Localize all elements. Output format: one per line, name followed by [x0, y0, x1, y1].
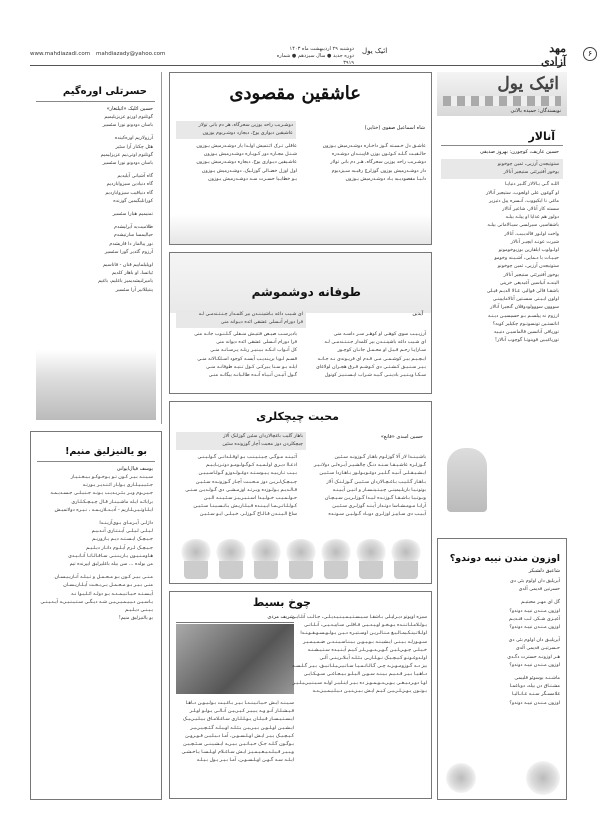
text-line: گـوزلـره عاشـیـقـا سـنـه دنـگ چالشـیـر آیـره‌لـی دولانـیـر	[313, 463, 426, 469]
text-line: غلامسـگر سـنـه غـانـالیـا	[511, 692, 560, 698]
text-line: اززوم نه پیلسـم بـو حسیسیـن دیـنـه	[487, 313, 559, 319]
text-line: نور پیالمار دا قاریشدم	[109, 241, 153, 247]
text-line: جـیـچـک ایـسـتـه دیـم یـازوریـم	[92, 537, 153, 543]
newspaper-logo: مهد آزادی	[541, 42, 566, 68]
text-line: گـول آتیـدن آنـیـاه آنـده طالـبانـه بیگانـه منـی	[208, 373, 297, 379]
text-line: کل آنـواب انـکـه بـیـنیـر ربلـه پـرسـانـه منـی	[210, 348, 297, 354]
article-text-column	[291, 614, 427, 696]
text-line: یـولـلامـلـاتـنـده یـوـخـو اوـیـدـیـی قـافلـی سـاییـدـیـی، آنـلـاتـی	[303, 623, 427, 629]
article-tufan	[169, 252, 432, 394]
stanza	[39, 474, 153, 515]
article-title: محبت چیچکلری	[256, 410, 339, 423]
article-author: یوسف فیال‌ایوانی	[116, 466, 153, 472]
text-line: باسان دودونو نورا سئسیر	[102, 123, 153, 129]
text-line: پنتیللانیر آرا سئسیر	[115, 287, 153, 293]
stanza	[444, 675, 560, 708]
text-line: گاه دنیادین سیزواباردیم	[106, 182, 153, 188]
text-line: سـیـنـه ایـش حـیـاتـیـنـدـا بـیـر بـاغـیـت بـولـیـوـن دـاهـا	[185, 701, 294, 706]
text-line: سیزه اوپوتو دیـرلیـلی بـاشقـا سـیـسـتـیـمـیـنـیـدیـلـی، جـالـب آنلـایـی	[291, 615, 427, 620]
text-line: گاه دنیاقیب سیزواباردیم	[105, 190, 153, 196]
text-line: دوشـربب راحد یوزین سحرگاه، هـر دم بانی تولار	[330, 160, 426, 166]
stanza	[38, 135, 153, 168]
stanza	[38, 114, 153, 130]
poem-lines	[437, 181, 567, 345]
text-line: باشقاسیر، سیرلسی سیـالاماتی بیلـه	[487, 223, 559, 229]
article-bu-yalnizliq	[30, 431, 162, 800]
text-line: بو یالنیزلیق منیم!	[118, 616, 153, 622]
text-line: آئـیـنـد مـوگـی چـیـتـیـنـب بـو اوقـلـدانـی گـولـیـنـی	[197, 455, 297, 460]
text-line: چـیـچـک‌لـریـن دوز مـحـبـت آچـار گـوزونـده سـئـیـن	[195, 479, 297, 485]
text-line: او گوغون علی اولجوب، ستیجیر آنالار	[485, 190, 559, 196]
text-line: جـیـچـک لـرم آیـلـوم داتـار دیـلـیـم	[85, 545, 153, 551]
text-line: یـیـنـی دیـلـیـم	[125, 608, 153, 614]
text-column	[305, 331, 426, 380]
text-line: اوزون مـنـدن نییـه دوندو؟	[509, 662, 560, 668]
text-line: حالـقبـت گـلـه کـوئـون یوزن قاپیـنـدان دوشـدره	[331, 152, 426, 158]
text-line: ماغی نا ایکیووب، آنـسره پیل دتیزیر	[488, 198, 559, 204]
text-line: منـی بـیـر بـو مـحـمـل بـی‌بـخـت آیـلـاریـسـان	[63, 583, 153, 589]
text-line: اذعـاا دیـری اولـمـیـه کـوگـولـومـو دوتـریـایـیـم	[206, 463, 297, 469]
text-line: فرا دورام آنـسلی عشقی ائده دیوانه منی	[216, 340, 297, 346]
article-author: حسین عاریف، کوچورن: بهروز صدیقی	[480, 149, 559, 155]
text-line: قـیـشـلـار آنـو وـه یـیـیـر کـیـرـیـن آنـالـی یـولـو اوـلـر	[189, 709, 294, 715]
highlight-line: یوخور آفتیرئتی ستیجیر آنالار	[503, 170, 559, 176]
text-line: اولـدوغـونـو کـیـچـیـک نـوـلـارـی بـئـلـه آیـلاـریـنـی آلـی	[319, 656, 427, 662]
intro-line: باهار گلیب باغچالاردان سئین گوزلنک آلاز	[223, 434, 303, 439]
text-line: وـبـیـر قـیـلـدـیـغـیـمـیـز ایـش سـاغـلام اوـلـسـا یـاخـشـی	[181, 750, 294, 756]
text-line: ساغ الـیـنـدن قـالـاخ گـوزلـر، خـیـلـی ایـو سـئـیـن	[199, 512, 297, 518]
text-line: حسرتین قدیمی آلدی	[518, 587, 560, 593]
text-line: داژلـی آیـرمـای بـوی‌آزیـنـدا	[99, 521, 153, 527]
text-line: اوزون مـنـدن نییـه دوندو؟	[509, 608, 560, 614]
text-line: یوخور آفتیرئتی ستیجیر آنالار	[503, 272, 559, 278]
text-line: اول اوزل خضـالی گوزلـیک، دوشـدرمیش یـوزون	[201, 168, 297, 174]
text-line: آیـیـب دی سـاییـز اوزلـری دوبـاد گـولـیـن سـونـده	[328, 512, 426, 518]
text-line: ایـشـیـن اوـلـوـن بـیـرـیـن بـئـلـه اوـیـلـه گـئـچـیـرـیـر	[190, 725, 294, 731]
date-line: دوشنبه ۲۹ اردیبهشت ماه ۱۴۰۳	[289, 46, 354, 52]
flowers-image	[170, 214, 431, 244]
article-author: شریف مردی	[176, 614, 294, 623]
text-line: گوتلنوم اوتی‌نیم عزیزلیمیم	[100, 152, 153, 158]
article-ashiqin	[169, 72, 432, 245]
text-line: باشقـا قالی قوالیر، غـالا الدیـم قیـلی	[486, 289, 559, 295]
text-line: هـاومـنـیـون یـاریـنـنـی سـاقـالـاتـا آتـانـیـدی	[68, 553, 153, 559]
text-line: سـیـنـه بـیـر کـون تـو یـوخـوکـو بـیـخـتـیـار	[70, 475, 153, 480]
text-line: سسته کار آنالار، شاعیر آنالار	[502, 207, 559, 213]
text-line: آرزولاریم اوره‌کینده	[114, 136, 153, 142]
text-line: مـنـی بـیـر کـون بـو مـحـمـل و تـیـلـه آنـاریـیـسـان	[54, 575, 153, 581]
stanza	[444, 637, 560, 670]
stanza	[39, 520, 153, 569]
text-line: یامیرلنیشدیمیز باغلیم، باغیم	[98, 279, 153, 285]
text-line: ایلـه بـو سـنا یـیرکـی کـول تـنیـه طوفانـه منـی	[205, 364, 297, 370]
article-title: طوفانه دوشموشم	[251, 285, 361, 299]
text-line: من بولده ... سن بیله باغلیرلیق ایپرنده تیم	[69, 562, 153, 568]
article-chukh-basit	[169, 591, 432, 799]
email-address[interactable]: mahdiazady@yahoo.com	[96, 51, 166, 57]
text-line: کـولـلـاتـرـمـا ایـیـنـده قـیـلـاریـش بـاتـسـیـنـا سـئـیـن	[193, 504, 297, 510]
text-line: ماشـنـه بوسوئو قلبیمی	[514, 676, 560, 682]
text-line: دـاهـیـا بـیـر قـدـیـم بـیـنـه سـوـن الـیـلـو بـیـجـاغـی سـوـکـایـی	[303, 672, 427, 678]
text-line: ایـچـیـم بیـر کوشـمـی مـی قـدم ای فریـوندی نـه جـانـه	[317, 356, 426, 362]
text-column	[305, 454, 426, 520]
text-line: کـیـچـیـک بـیـر ایـش اوـلـسـوـن، آمـا دـیـلـیـن قـوـروـن	[185, 733, 294, 739]
text-column	[176, 454, 297, 520]
text-line: حیالیمسا سارتیشدم	[113, 233, 153, 239]
text-line: تمنیمیم هبارا سئسیر	[112, 212, 153, 218]
text-line: مشـتـاق دن بیله، دوباغمـا	[509, 684, 560, 690]
flower-decoration	[526, 761, 560, 795]
text-line: ئیاتسا، او باهار کلدیم	[111, 271, 153, 277]
text-line: یـو خطایـیا حسـرت سـه دوشـدرمیش یـوزون	[208, 176, 297, 182]
text-line: دار دوشـدرمیش یوزون گوزلرچ رقیـبه سـیزدیوم	[331, 168, 426, 174]
intro-line: ای شـبب داغه بـاشینـنـدن بیر کلمـدار چـنـتـندمـی لـه	[198, 312, 303, 317]
article-analar	[437, 120, 567, 530]
article-title: اوزون مندن نییه دوندو؟	[449, 553, 560, 564]
intro-box	[176, 310, 306, 328]
roses-image	[170, 253, 431, 313]
poem-stanzas	[30, 114, 161, 295]
text-line: برابائـه ایـله ماشـیـنـار قـال چـیـچـکـلـاری	[71, 499, 153, 505]
text-line: لـیـلـی لـیـلـی آیـنـتـاری آنـدـیـم	[91, 529, 153, 535]
text-line: حیـیـات با دـمایی، آشـیـنه وخومو	[494, 256, 559, 262]
flower-decoration	[446, 763, 476, 793]
text-line: بیز دـه گـوزومـوـزـه چـی گـالـاتـمـیـا سـاتـیـرـیـلـاتـیـق، بـیـر گـلـسـه	[292, 664, 427, 670]
text-line: حـسرتیـن قدیمی آلدی	[515, 646, 560, 652]
text-line: قسـم لـوبا بریـندیـب آیسـه کوجود اسـلکـالانه منـی	[197, 356, 297, 362]
text-line: جـئـیـیـپـلـاری یـولـار ائـتـدیـر یـورتـه	[82, 483, 153, 489]
article-hasratli	[30, 72, 162, 424]
text-line: اولـولوب ایلقارین بوزیوخومونو	[498, 248, 559, 254]
poem-stanzas	[31, 474, 161, 623]
stanza	[39, 574, 153, 623]
text-line: آیریلیق دان اولوم بئی دی	[509, 579, 560, 584]
highlight-box	[441, 159, 563, 179]
text-line: بوتونـیـا باریلـیمینـی چـیـتـینـسـار و اتـیـن آیـیـنـه	[332, 487, 426, 493]
text-line: جـیـرـوم ویـر بـئـریـدیـب یـونـه جـنـیـلـی جـسـدیـمـه	[50, 491, 153, 497]
text-line: آرزیـیـب سوی کوهـی او کوهـر سـر داسـه منی	[333, 332, 426, 337]
text-line: بادیرسـب صیـص فتنیـش منـفلی گـلـنـوب جانـه منی	[194, 332, 297, 337]
text-line: اولون ایـیـتی سسـتین آتالاماییینـی	[492, 297, 559, 303]
text-column	[176, 143, 297, 184]
text-line: یـاسـیـن دـیـیـمـیـرـیـن شـه دیـگـی سـتـیـنـیـرـه آیـدـیـنـی	[40, 599, 153, 605]
text-line: گاه آشیانی آیلیدیم	[117, 174, 153, 180]
text-line: تورپاغیـین قوینوتـا گوچوب آنالار!	[494, 338, 559, 344]
text-line: ای شـیب داغه باشینـنـدن بیر کلمدار جـنـتـندمـی لـه	[324, 340, 426, 346]
highlight-line: ستوتیجدن آرزیی، ثمین چوخونو	[497, 162, 559, 167]
text-line: سـکـا ویـتـیـر بادیـنـی گـیـه شـراب ایـسـنـیـز کونول	[324, 373, 426, 379]
text-line: آغیـزی شـکر، لـب قنـدیـم	[508, 616, 560, 622]
intro-line: چیچکلردن دوز محبت آچار گوزونده سئین	[222, 442, 303, 448]
text-line: آرزوم گئدیر گورا سئسیر	[104, 249, 153, 255]
poem-lines	[176, 143, 426, 184]
article-author: آیدین	[412, 311, 423, 317]
stanza	[38, 224, 153, 257]
article-title: بو یالنیزلیق منیم!	[37, 432, 155, 462]
hand-photo	[176, 624, 294, 694]
text-line: اللـه گـی بـالالار گلـیر دنیایـا	[504, 182, 559, 188]
text-line: گل ای مهـر محبتیـم	[520, 600, 560, 606]
tulip-illustration	[36, 350, 156, 420]
text-line: اوزون مـنـدن نییـه دوندو؟	[509, 700, 560, 706]
intro-line: فرا دورام آنـسلی عشقی ائده دیـوانه منی	[220, 320, 303, 326]
text-line: سـوـورلـه بـیـنـی ایـشیـنـه بـوـیـوـن بـیـنـاسـیـنـدـن ضـمـیـمـیـر	[302, 639, 427, 645]
poem-stanzas	[438, 578, 566, 708]
issue-line: دوره جدید ● سال سیزدهم ● شماره ۳۹۱۹	[276, 53, 354, 66]
article-author: حسین اسدی «قانع»	[380, 434, 423, 440]
text-line: باشـیـنـدا لار آلا گوزلـوم باهـار گـوزونـه سـئـین	[334, 455, 426, 460]
article-uzun-menden	[437, 538, 567, 800]
article-mohabbat	[169, 401, 432, 584]
text-line: آیـسـتـه حـیـاتـیـمـدـه بـو دولـه ائـلـیـوا نـه	[71, 591, 153, 597]
poem-lines	[176, 331, 426, 380]
text-line: دولور هم غذایا او پیلـه بیلـه	[505, 215, 559, 221]
text-column	[176, 331, 297, 380]
text-line: حـولـمـیـب خـولـیـدا اسـتـیـرـیـز سـئـیـنـه الـیـن	[203, 496, 297, 502]
stanza	[38, 262, 153, 295]
text-line: عاشـق دل خـسـته گـوز داخـاره دوشـدرمیش یـوزون	[322, 144, 426, 149]
text-line: ایـسـتـیـسـار قـیـلـان یـوـلـلـاری سـاغـلامـاق بـیـلـیـرـیـک	[182, 717, 294, 723]
text-line: اوزون مـنـدن نییـه دوندو؟	[509, 625, 560, 631]
text-line: اوپلیلماییم قنان - قاناسیم	[102, 263, 153, 269]
text-line: هـر اوزونـه حسترت دگـدی	[507, 654, 560, 660]
text-line: ظلامیت‌یه آیرلیشدم	[114, 225, 153, 231]
article-author: شاه اسماعیل صفوی (ختایی)	[364, 125, 425, 131]
text-column	[305, 143, 426, 184]
text-line: واخت اولـور قالدیـیب، آنالار	[504, 231, 559, 237]
article-text-column	[176, 700, 294, 766]
section-banner	[437, 72, 567, 116]
text-line: اولـلاتـینـکـیمـالـیـغ مـنـالـریـن اوسـتیـره دـیـن یـولـوـسـوـقـوـنـدا	[300, 631, 427, 637]
page-header	[30, 42, 593, 68]
text-line: شـنـل مجـاره دور کـوپـاره دوشـدرمیش یـوزون	[203, 152, 297, 158]
issue-date	[274, 46, 354, 67]
mother-child-illustration	[447, 448, 487, 512]
banner-subtitle: نویسندگان: حمیده بالانی	[510, 108, 561, 114]
article-author: حسین ائلیک «اثیلتغار»	[106, 106, 153, 112]
text-line: ستوتیجدن آرزیی، ثمین چوخونو	[497, 264, 559, 270]
stanza	[444, 599, 560, 632]
intro-line: دوشـربب راحد یوزین سحرگاه، هر دم بانی تولار	[198, 123, 293, 128]
text-line: آیریلیـق دان اولوم بئی دی	[508, 638, 560, 644]
text-line: ایـلـه سـه گـوـن اوـلـسـوـن، آمـا بـیـر یـول بـیـلـه	[196, 758, 294, 764]
website-url[interactable]: www.mahdiazadi.com	[30, 51, 91, 57]
text-line: قـالـدیـم یـولـوزده ویـرتـد اوزمـشـی دی گـولـدیـن سـنـی	[185, 487, 297, 493]
text-line: عاقلی تـرک ائـتمیش اولـدا یار دوشـدرمیش یـوزون	[196, 144, 297, 149]
intro-box	[176, 432, 306, 450]
poem-lines	[176, 454, 426, 520]
text-line: تورپاقی آناتسین قالماسیـن دنیـیه	[494, 330, 559, 336]
text-line: ایـلـاوتـیـرـلـاریم - آدیـدـلاریـمـه ، نـیـره دولاتمیـش	[54, 507, 153, 513]
flower-pots-image	[170, 539, 431, 579]
text-line: بـوتـون یـوـزـلـرـیـن کـیـم ایـش بـیـزـنـیـن دـیـلـیـمـیـزـدـه	[312, 688, 427, 694]
text-line: عاشـیقین دیـواری یوخ، دیجاره دوشـدرمیش یـوزون	[196, 160, 297, 166]
article-title: چوخ بسیط	[252, 596, 311, 609]
text-line: گوتلنوم اورنو عزیزیلیمیم	[104, 115, 153, 120]
text-line: شیرت عونـد ایچیـر آنالار	[510, 239, 559, 245]
text-line: دلـبـا مقصودیـبه یـاد دوشـدرمیش یـوزون	[345, 176, 426, 182]
text-line: سووون سووولودوقلان گنجیرا آنالار	[490, 305, 559, 311]
text-line: هئل چکنار آرا سئیر	[115, 144, 153, 150]
article-title: آنالار	[441, 120, 563, 146]
text-line: باسان دودونو نورا سئسیر	[102, 161, 153, 167]
intro-line: عاشیقین دیواری یوخ، دیجارد دوشـربوم یوزون	[202, 131, 293, 137]
text-line: بـاهـار گـلـیـب بـاغـچـالاردان سـئـیـن گـوزلـنـک آلاز	[326, 479, 426, 485]
section-name: ائیک یول	[362, 47, 388, 55]
banner-title: ائیک یول	[497, 74, 559, 94]
text-line: اوـا دوـردـیـغـی یـوـرـدـوـمـوـز ده بـیـر اینـلـیـر اولـه سـیـنـیـرـیـلـیـر	[292, 680, 427, 686]
text-line: بـیـب تـاریـیـه پـیـوسـتـه دوغـولـدوزو گـولـاسـیـیـن	[198, 471, 297, 477]
stanza	[38, 211, 153, 219]
page-number: ۶	[583, 47, 597, 61]
article-author: شاعیق دلشبکر	[528, 568, 560, 574]
article-title: حسرتلی اوره‌گیم	[36, 72, 155, 102]
text-line: وبـوتـیـا بـاشـقـا گـوزنـده لـیـدا گـوزلـریـن سـیـچـان	[324, 496, 426, 502]
stanza	[38, 173, 153, 206]
text-line: سـاراپـا رحـم قـیـل او محـمـل جانـان کوچـور	[337, 348, 426, 354]
intro-box	[176, 121, 296, 139]
stanza	[444, 578, 560, 594]
text-line: بـوگـون گـلـه جـک حـیـاتـیـن بـیـرـه ایـشـیـنـی سـئـچـیـن	[183, 742, 294, 748]
text-line: خـیـلـی چـوـرـاـیـن گـوـرـدـوـرـلـر کـیـم آیـنـیـده سـتـیـشـنـه	[307, 647, 427, 653]
text-line: ایـشـیـقـلـی آنـیـه گـلـیـر دوغـوبـولـور بـاهـاردا سـئـیـن	[319, 471, 426, 477]
text-line: اناتستـین تونسوتـوم چکیلیر کوبه؟	[492, 321, 559, 327]
article-title: عاشقین مقصودی	[229, 83, 361, 104]
text-line: بـیـر سـنـیـق کـشـتـی دی کـوشـم قـرق هجـران لولاغای	[316, 364, 426, 370]
text-line: کورانلیگیمین گوزنده	[113, 198, 153, 204]
text-line: آرابـا مـومـشـاسا دوتـدار آیـنـد گوزلـری سـئـیـن	[332, 504, 426, 510]
text-line: الیندـه آنیاسین آغیدیغی خرپنی	[499, 280, 559, 286]
